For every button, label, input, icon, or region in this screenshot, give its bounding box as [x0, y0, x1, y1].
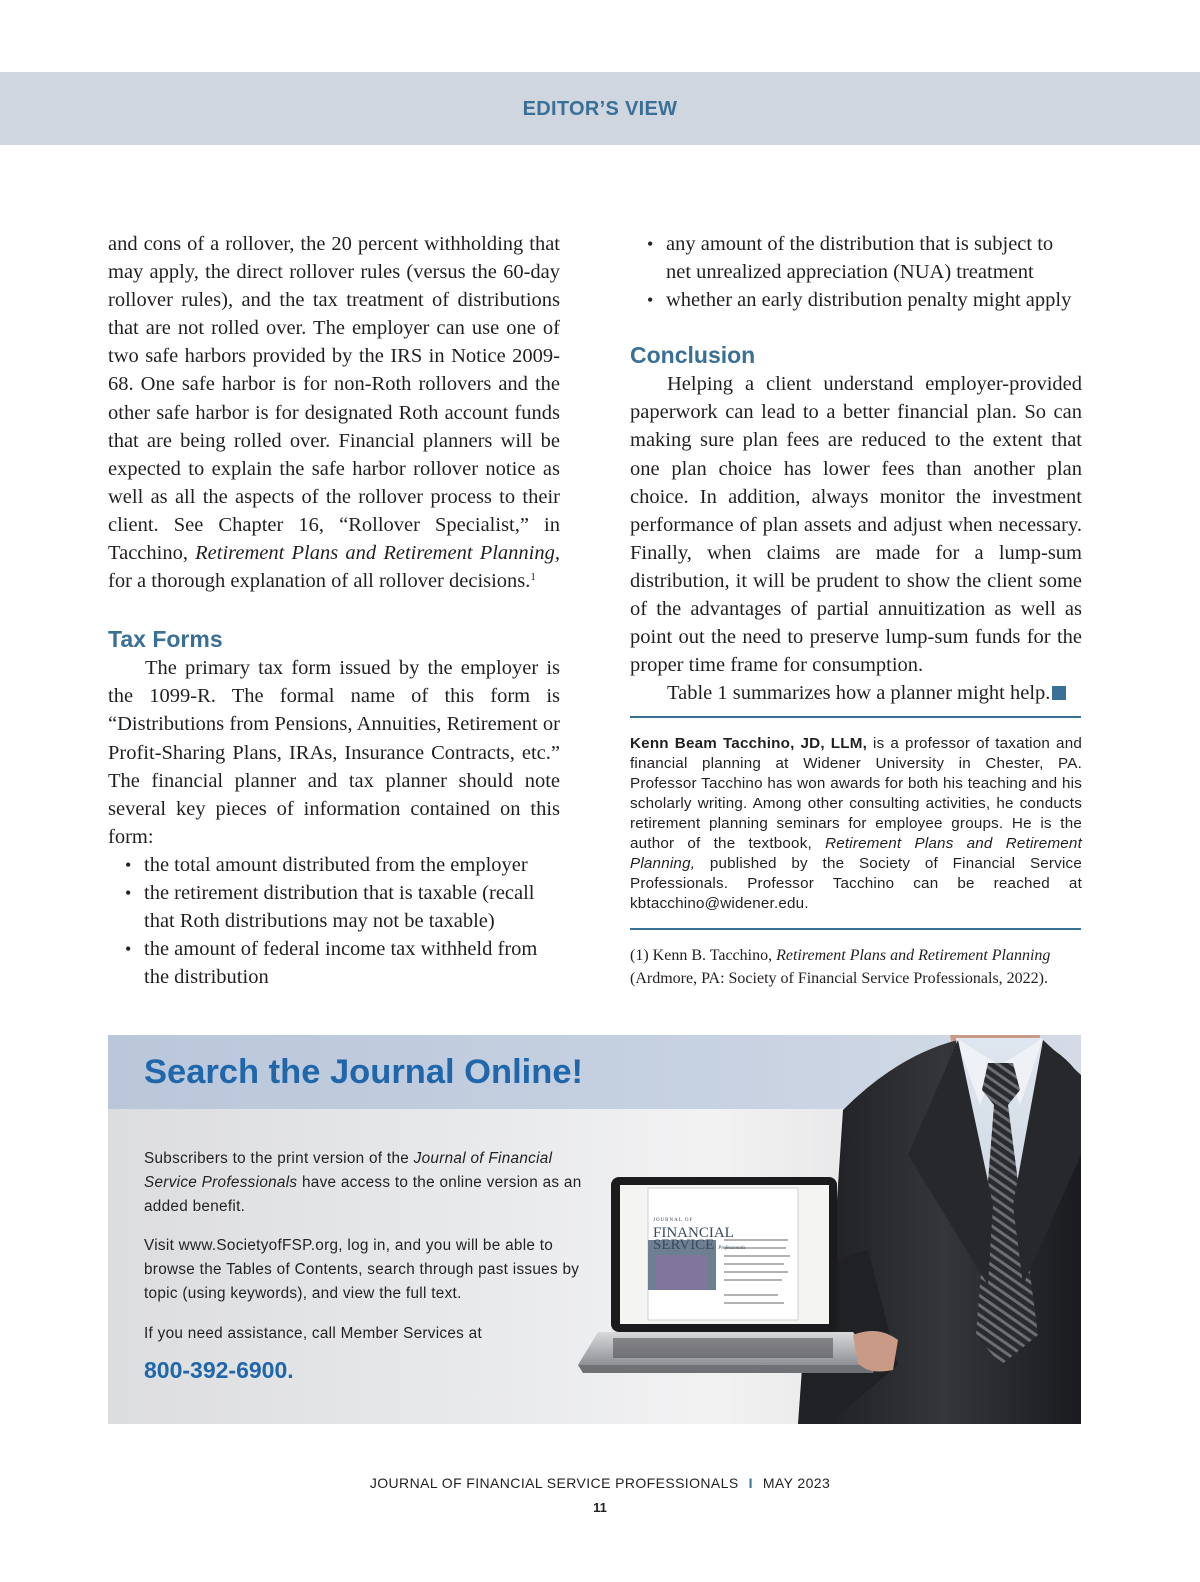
bullet-icon: • — [125, 939, 132, 960]
intro-paragraph — [108, 230, 560, 595]
journal-title: JOURNAL OF FINANCIAL SERVICE PROFESSIONALS — [369, 1475, 739, 1491]
divider — [630, 716, 1081, 718]
table-sentence: Table 1 summarizes how a planner might help. — [630, 679, 1082, 707]
journal-name: Journal of Financial Service Professionals — [144, 1150, 553, 1191]
conclusion-paragraph: Helping a client understand employer-provided paperwork can lead to a better financial plan. So can making sure plan fees are reduced to the extent that one plan choice has lower fees than another plan choice. In addition, always monitor the investment performance of plan assets and adjust when necessary. Finally, when claims are made for a lump-sum distribution, it will be prudent to show the client some of the advantages of partial annuitization as well as point out the need to preserve lump-sum funds for the proper time frame for consumption. — [630, 373, 1082, 677]
ad-paragraph-assistance: If you need assistance, call Member Services at — [144, 1325, 483, 1342]
author-bio: Kenn Beam Tacchino, JD, LLM, is a professor of taxation and financial planning at Widener University in Chester, PA. Professor Tacchino has won awards for both his teaching and his scholarly writing. Among other consulting activities, he conducts retirement planning seminars for employee groups. He is the author of the textbook, Retirement Plans and Retirement Planning, published by the Society of Financial Service Professionals. Professor Tacchino can be reached at kbtacchino@widener.edu. — [630, 735, 1083, 913]
intro-book-title: Retirement Plans and Retirement Planning, — [195, 542, 560, 565]
tax-forms-bullet-list — [108, 851, 560, 991]
left-column — [108, 230, 560, 991]
conclusion-heading: Conclusion — [630, 342, 756, 369]
end-mark-icon — [1052, 686, 1066, 700]
tax-forms-paragraph: The primary tax form issued by the employer is the 1099-R. The formal name of this form is “Distributions from Pensions, Annuities, Retirement or Profit-Sharing Plans, IRAs, Insurance Contracts, etc.” The financial planner and tax planner should note several key pieces of information contained on this form: — [108, 657, 560, 848]
divider — [630, 928, 1081, 930]
bio-book-title: Retirement Plans and Retirement Planning, — [630, 835, 1083, 873]
issue-date: MAY 2023 — [762, 1475, 831, 1491]
intro-text-part1: and cons of a rollover, the 20 percent withholding that may apply, the direct rollover rules (versus the 60-day rollover rules), and the tax treatment of distributions that are not rolled over. The employer can use one of two safe harbors provided by the IRS in Notice 2009-68. One safe harbor is for non-Roth rollovers and the other safe harbor is for designated Roth account funds that are being rolled over. Financial planners will be expected to explain the safe harbor rollover notice as well as all the aspects of the rollover process to their client. See Chapter 16, “Rollover Specialist,” in Tacchino, — [108, 233, 560, 565]
bullet-icon: • — [647, 234, 654, 254]
bullet-icon: • — [125, 854, 132, 875]
ad-paragraph-subscribers: Subscribers to the print version of the Journal of Financial Service Professionals have access to the online version as an added benefit. — [144, 1150, 582, 1215]
page-footer — [0, 1475, 1200, 1491]
journal-logo: JOURNAL OF FINANCIAL SERVICE Professionals — [653, 1218, 746, 1253]
tax-forms-heading: Tax Forms — [108, 626, 223, 653]
footnote-ref: 1 — [530, 571, 536, 584]
right-bullet-list — [630, 230, 1082, 314]
author-name: Kenn Beam Tacchino, JD, LLM, — [630, 735, 867, 753]
list-item: • whether an early distribution penalty might apply — [630, 286, 1082, 314]
footnote: (1) Kenn B. Tacchino, Retirement Plans and Retirement Planning (Ardmore, PA: Society of Financial Service Professionals, 2022). — [630, 947, 1051, 988]
member-services-phone: 800-392-6900. — [144, 1357, 294, 1383]
search-journal-ad — [108, 1035, 1081, 1424]
page-number: 11 — [593, 1500, 607, 1515]
intro-text-part2: for a thorough explanation of all rollover decisions. — [108, 570, 531, 593]
footnote-title: Retirement Plans and Retirement Planning — [776, 947, 1051, 965]
right-column — [630, 230, 1082, 990]
list-item: • the amount of federal income tax withheld from the distribution — [108, 935, 560, 991]
list-item: • the total amount distributed from the employer — [108, 851, 560, 879]
footer-separator: I — [748, 1475, 753, 1491]
bullet-icon: • — [647, 290, 654, 311]
list-item: • any amount of the distribution that is subject to net unrealized appreciation (NUA) treatment — [630, 230, 1082, 286]
list-item: • the retirement distribution that is taxable (recall that Roth distributions may not be taxable) — [108, 879, 560, 935]
bullet-icon: • — [125, 882, 132, 903]
ad-paragraph-visit: Visit www.SocietyofFSP.org, log in, and you will be able to browse the Tables of Contents, search through past issues by topic (using keywords), and view the full text. — [144, 1237, 580, 1302]
ad-title: Search the Journal Online! — [144, 1053, 584, 1091]
section-label: EDITOR’S VIEW — [522, 98, 678, 120]
